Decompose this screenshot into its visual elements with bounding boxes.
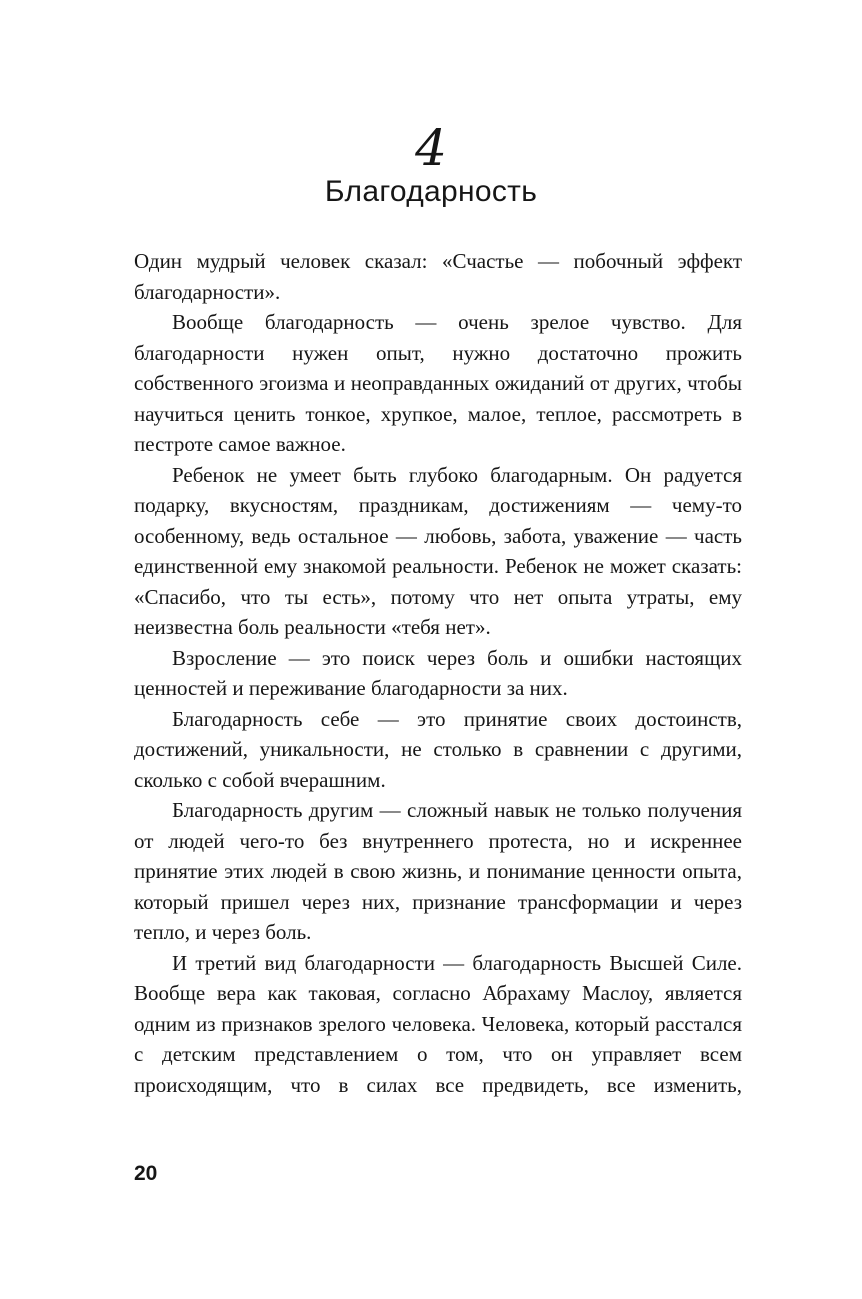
body-text: [134, 246, 742, 1100]
paragraph-4: Взросление — это поиск через боль и ошибки настоящих ценностей и переживание благодарности за них.: [134, 645, 742, 700]
chapter-number: 4: [415, 119, 447, 177]
chapter-title: Благодарность: [324, 175, 538, 208]
page-number: 20: [134, 1162, 158, 1185]
paragraph-1: Один мудрый человек сказал: «Счастье — побочный эффект благодарности».: [134, 249, 742, 304]
paragraph-6: Благодарность другим — сложный навык не только получения от людей чего-то без внутреннего протеста, но и искреннее принятие этих людей в свою жизнь, и понимание ценности опыта, который пришел через них, признание трансформации и через тепло, и через боль.: [134, 798, 742, 944]
paragraph-3: Ребенок не умеет быть глубоко благодарным. Он радуется подарку, вкусностям, праздникам, достижениям — чему-то особенному, ведь остальное — любовь, забота, уважение — часть единственной ему знакомой реальности. Ребенок не может сказать: «Спасибо, что ты есть», потому что нет опыта утраты, ему неизвестна боль реальности «тебя нет».: [134, 462, 742, 639]
paragraph-7: И третий вид благодарности — благодарность Высшей Силе. Вообще вера как таковая, согласно Абрахаму Маслоу, является одним из признаков зрелого человека. Человека, который расстался с детским представлением о том, что он управляет всем происходящим, что в силах все предвидеть, все изменить,: [134, 950, 742, 1097]
paragraph-5: Благодарность себе — это принятие своих достоинств, достижений, уникальности, не столько в сравнении с другими, сколько с собой вчерашним.: [134, 706, 742, 792]
paragraph-2: Вообще благодарность — очень зрелое чувство. Для благодарности нужен опыт, нужно достаточно прожить собственного эгоизма и неоправданных ожиданий от других, чтобы научиться ценить тонкое, хрупкое, малое, теплое, рассмотреть в пестроте самое важное.: [134, 310, 742, 456]
